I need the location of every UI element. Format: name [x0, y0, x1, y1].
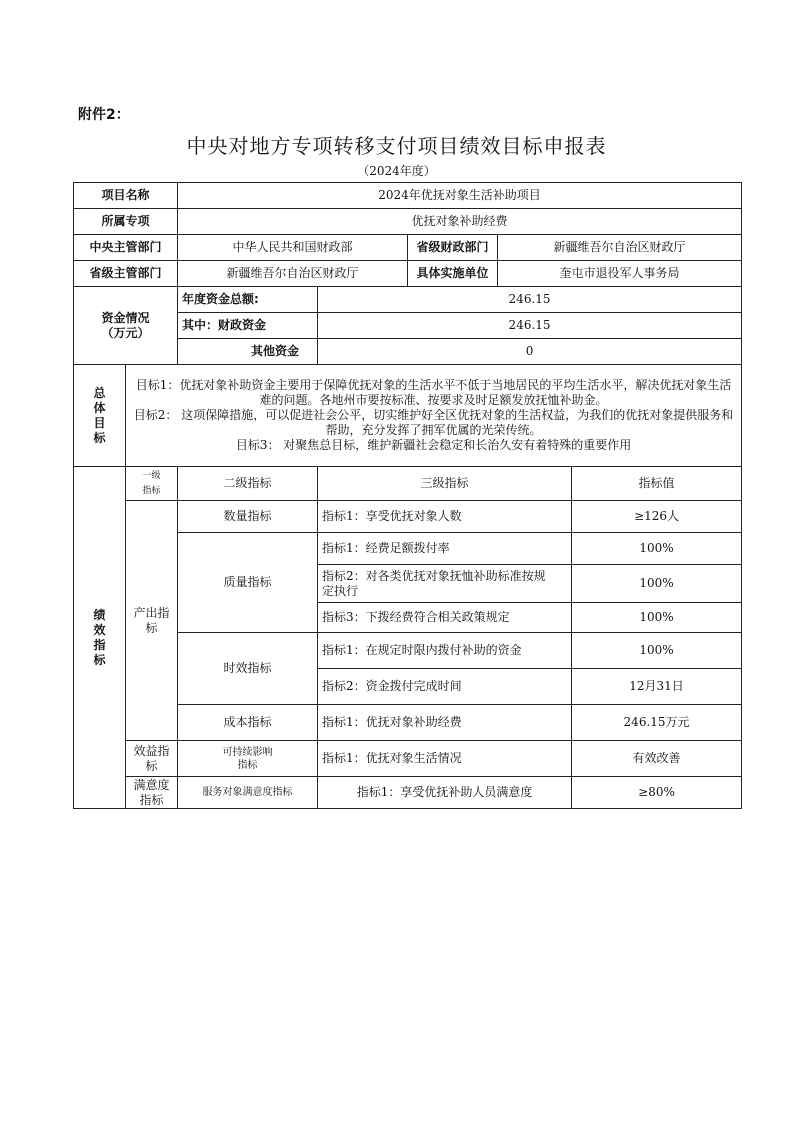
timeliness-item-text: 指标2：资金拨付完成时间 — [318, 669, 572, 705]
indicators-label-char: 标 — [93, 652, 106, 667]
cost-label: 成本指标 — [178, 705, 318, 741]
performance-form-table — [73, 182, 742, 809]
indicators-label-cell — [74, 467, 126, 809]
central-dept-value: 中华人民共和国财政部 — [178, 235, 408, 261]
timeliness-item-value: 100% — [572, 633, 742, 669]
row-goals — [74, 365, 742, 467]
sustain-item-value: 有效改善 — [572, 741, 742, 777]
project-name-label: 项目名称 — [74, 183, 178, 209]
quality-item-text — [318, 565, 572, 603]
goals-content — [126, 365, 742, 467]
output-label-b: 标 — [145, 620, 158, 635]
indicators-label-char: 绩 — [93, 607, 106, 622]
header-level3: 三级指标 — [318, 467, 572, 501]
goals-label-cell — [74, 365, 126, 467]
row-sustain-1 — [74, 741, 742, 777]
sustain-label-a: 可持续影响 — [222, 746, 273, 758]
indicators-label-char: 指 — [93, 637, 106, 652]
funds-total-label: 年度资金总额: — [178, 287, 318, 313]
goals-label-char: 体 — [93, 400, 106, 415]
cost-item-text: 指标1：优抚对象补助经费 — [318, 705, 572, 741]
quality-item-text: 指标3：下拨经费符合相关政策规定 — [318, 603, 572, 633]
row-satisfaction-1 — [74, 777, 742, 809]
benefit-label-cell — [126, 741, 178, 777]
row-special — [74, 209, 742, 235]
header-level1-a: 一级 — [142, 470, 161, 481]
benefit-label-a: 效益指 — [133, 743, 170, 758]
special-label: 所属专项 — [74, 209, 178, 235]
page-title: 中央对地方专项转移支付项目绩效目标申报表 — [186, 134, 607, 158]
output-label-a: 产出指 — [133, 605, 170, 620]
goals-label-char: 总 — [93, 385, 106, 400]
satisfaction-label-a: 满意度 — [133, 777, 170, 792]
page-year: （2024年度） — [357, 164, 436, 178]
row-provincial-dept — [74, 261, 742, 287]
funds-fiscal-label: 其中：财政资金 — [178, 313, 318, 339]
quality-item-value: 100% — [572, 533, 742, 565]
provincial-dept-label: 省级主管部门 — [74, 261, 178, 287]
impl-unit-label: 具体实施单位 — [408, 261, 498, 287]
project-name-value: 2024年优抚对象生活补助项目 — [178, 183, 742, 209]
timeliness-item-value: 12月31日 — [572, 669, 742, 705]
timeliness-label: 时效指标 — [178, 633, 318, 705]
funds-other-value: 0 — [318, 339, 742, 365]
satisfaction-label-b: 指标 — [139, 792, 164, 807]
row-quantity-1 — [74, 501, 742, 533]
output-label-cell — [126, 501, 178, 741]
provincial-finance-label: 省级财政部门 — [408, 235, 498, 261]
funds-unit: （万元） — [101, 325, 150, 340]
header-level1 — [126, 467, 178, 501]
goals-label-char: 目 — [93, 415, 106, 430]
quantity-item-value: ≥126人 — [572, 501, 742, 533]
row-central-dept — [74, 235, 742, 261]
goals-label-char: 标 — [93, 430, 106, 445]
provincial-dept-value: 新疆维吾尔自治区财政厅 — [178, 261, 408, 287]
goal-item: 目标1：优抚对象补助资金主要用于保障优抚对象的生活水平不低于当地居民的平均生活水平，解决优抚对象生活难的问题。各地州市要按标准、按要求及时足额发放抚恤补助金。 — [135, 378, 732, 407]
quality-item-value: 100% — [572, 565, 742, 603]
quality-item-value: 100% — [572, 603, 742, 633]
service-item-value: ≥80% — [572, 777, 742, 809]
quality-item-text: 指标1：经费足额拨付率 — [318, 533, 572, 565]
sustain-label-b: 指标 — [237, 759, 258, 771]
service-item-text: 指标1：享受优抚补助人员满意度 — [318, 777, 572, 809]
sustain-item-text: 指标1：优抚对象生活情况 — [318, 741, 572, 777]
header-level1-b: 指标 — [142, 485, 161, 496]
service-label: 服务对象满意度指标 — [178, 777, 318, 809]
header-level2: 二级指标 — [178, 467, 318, 501]
quality-item-text-line: 定执行 — [322, 583, 359, 598]
funds-label-cell — [74, 287, 178, 365]
funds-other-label: 其他资金 — [178, 339, 318, 365]
cost-item-value: 246.15万元 — [572, 705, 742, 741]
impl-unit-value: 奎屯市退役军人事务局 — [498, 261, 742, 287]
funds-label: 资金情况 — [101, 310, 150, 325]
goal-item: 目标3： 对聚焦总目标，维护新疆社会稳定和长治久安有着特殊的重要作用 — [235, 438, 632, 452]
quantity-label: 数量指标 — [178, 501, 318, 533]
row-funds-total — [74, 287, 742, 313]
indicators-label-char: 效 — [93, 622, 106, 637]
special-value: 优抚对象补助经费 — [178, 209, 742, 235]
satisfaction-label-cell — [126, 777, 178, 809]
benefit-label-b: 标 — [145, 758, 158, 773]
quality-item-text-line: 指标2：对各类优抚对象抚恤补助标准按规 — [322, 568, 546, 583]
sustain-label — [178, 741, 318, 777]
timeliness-item-text: 指标1：在规定时限内拨付补助的资金 — [318, 633, 572, 669]
attachment-label: 附件2： — [78, 107, 130, 123]
row-project-name — [74, 183, 742, 209]
funds-fiscal-value: 246.15 — [318, 313, 742, 339]
goal-item: 目标2： 这项保障措施，可以促进社会公平，切实维护好全区优抚对象的生活权益，为我们的优抚对象提供服务和帮助，充分发挥了拥军优属的光荣传统。 — [133, 408, 734, 437]
quantity-item-text: 指标1：享受优抚对象人数 — [318, 501, 572, 533]
funds-total-value: 246.15 — [318, 287, 742, 313]
provincial-finance-value: 新疆维吾尔自治区财政厅 — [498, 235, 742, 261]
row-indicator-header — [74, 467, 742, 501]
central-dept-label: 中央主管部门 — [74, 235, 178, 261]
quality-label: 质量指标 — [178, 533, 318, 633]
header-value: 指标值 — [572, 467, 742, 501]
